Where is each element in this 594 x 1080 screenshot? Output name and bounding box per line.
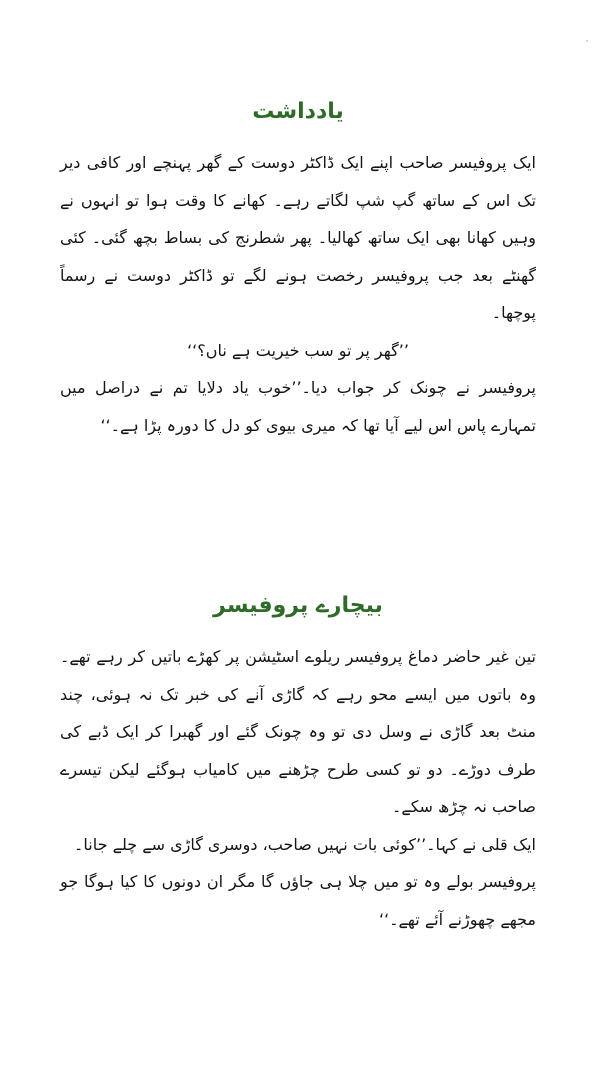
paragraph-doctor-question: ’’گھر پر تو سب خیریت ہے ناں؟‘‘ [187, 340, 409, 360]
section-yaddasht [60, 92, 536, 444]
section-bechare-professor [60, 586, 536, 938]
paragraph-professor-answer: پروفیسر بولے وہ تو میں چلا ہی جاؤں گا مگر ان دونوں کا کیا ہوگا جو مجھے چھوڑنے آئے تھے۔‘‘ [60, 872, 536, 929]
page-mark [586, 40, 588, 42]
paragraph-station-story: تین غیر حاضر دماغ پروفیسر ریلوے اسٹیشن پر کھڑے باتیں کر رہے تھے۔ وہ باتوں میں ایسے محو رہے کہ گاڑی آنے کی خبر تک نہ ہوئی، چند منٹ بعد گاڑی نے وسل دی تو وہ چونک گئے اور گھبرا کر ایک ڈبے کی طرف دوڑے۔ دو تو کسی طرح چڑھنے میں کامیاب ہوگئے لیکن تیسرے صاحب نہ چڑھ سکے۔ [60, 647, 536, 816]
section-title-bechare-professor: بیچارے پروفیسر [213, 593, 383, 618]
paragraph-professor-reply: پروفیسر نے چونک کر جواب دیا۔’’خوب یاد دلایا تم نے دراصل میں تمہارے پاس اس لیے آیا تھا کہ میری بیوی کو دل کا دورہ پڑا ہے۔‘‘ [60, 378, 536, 435]
paragraph-professor-visit: ایک پروفیسر صاحب اپنے ایک ڈاکٹر دوست کے گھر پہنچے اور کافی دیر تک اس کے ساتھ گپ شپ لگاتے رہے۔ کھانے کا وقت ہوا تو انہوں نے وہیں کھانا بھی ایک ساتھ کھالیا۔ پھر شطرنج کی بساط بچھ گئی۔ کئی گھنٹے بعد جب پروفیسر رخصت ہونے لگے تو ڈاکٹر دوست نے رسماً پوچھا۔ [60, 153, 536, 322]
paragraph-coolie-remark: ایک قلی نے کہا۔’’کوئی بات نہیں صاحب، دوسری گاڑی سے چلے جانا۔ [74, 834, 536, 854]
section-title-yaddasht: یادداشت [252, 99, 344, 124]
